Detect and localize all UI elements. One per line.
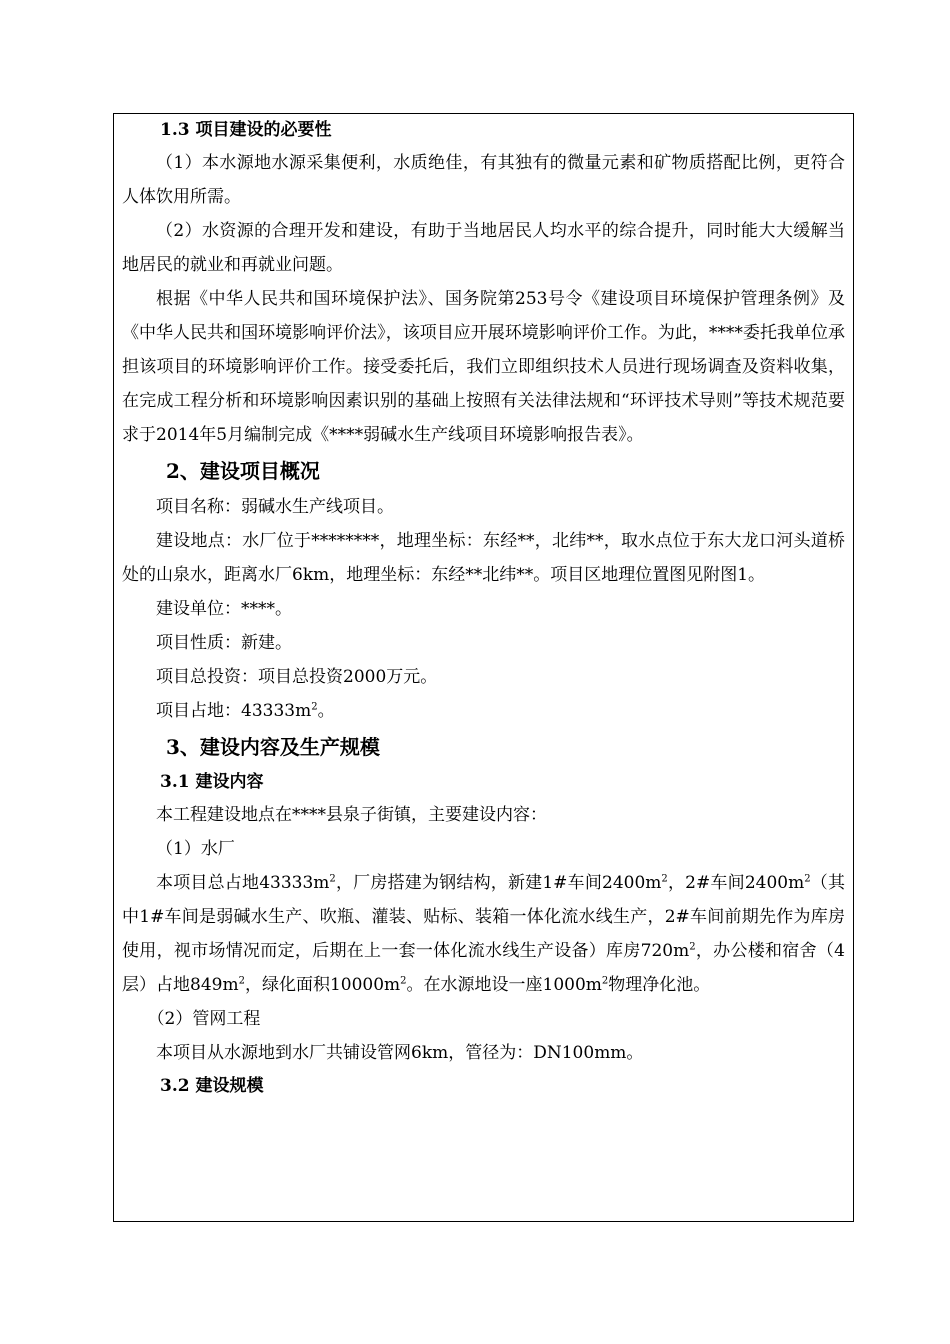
- heading-project-overview: 2、建设项目概况: [166, 459, 320, 483]
- wp-sup-7: 2: [601, 975, 609, 987]
- document-content: [122, 114, 845, 1102]
- wp-t1: 本项目总占地43333m: [156, 873, 330, 893]
- project-investment: 项目总投资：项目总投资2000万元。: [156, 667, 438, 687]
- project-location: 建设地点：水厂位于********，地理坐标：东经**，北纬**，取水点位于东大龙口河头道桥处的山泉水，距离水厂6km，地理坐标：东经**北纬**。项目区地理位置图见附图1。: [122, 531, 845, 585]
- report-table-cell: [113, 113, 854, 1222]
- wp-t4: （其中1#车间是弱碱水生产、吹瓶、灌装、贴标、装箱一体化流水线生产，2#车间前期先作为库房使用，视市场情况而定，后期在上一套一体化流水线生产设备）库房720m: [122, 873, 846, 961]
- wp-t5: ，办公楼和宿舍（4层）占地849m: [122, 941, 845, 995]
- necessity-para-3: 根据《中华人民共和国环境保护法》、国务院第253号令《建设项目环境保护管理条例》及《中华人民共和国环境影响评价法》，该项目应开展环境影响评价工作。为此，****委托我单位承担该项目的环境影响评价工作。接受委托后，我们立即组织技术人员进行现场调查及资料收集，在完成工程分析和环境影响因素识别的基础上按照有关法律法规和“环评技术导则”等技术规范要求于2014年5月编制完成《****弱碱水生产线项目环境影响报告表》。: [122, 289, 845, 445]
- wp-sup-3: 2: [804, 873, 811, 885]
- wp-sup-6: 2: [400, 975, 407, 987]
- wp-t7: 。在水源地设一座1000m: [406, 975, 602, 995]
- necessity-para-2: （2）水资源的合理开发和建设，有助于当地居民人均水平的综合提升，同时能大大缓解当地居民的就业和再就业问题。: [122, 221, 845, 275]
- wp-sup-2: 2: [661, 873, 668, 885]
- wp-t6: ，绿化面积10000m: [244, 975, 401, 995]
- heading-construction-scale: 3、建设内容及生产规模: [166, 735, 380, 759]
- water-plant-text: [122, 866, 845, 1002]
- wp-sup-4: 2: [689, 941, 696, 953]
- project-unit: 建设单位：****。: [156, 599, 292, 619]
- heading-construction-content: 3.1 建设内容: [160, 772, 264, 792]
- project-area: [122, 694, 845, 728]
- wp-sup-1: 2: [329, 873, 336, 885]
- pipe-network-label: （2）管网工程: [147, 1009, 261, 1029]
- wp-t2: ，厂房搭建为钢结构，新建1#车间2400m: [335, 873, 662, 893]
- water-plant-label: （1）水厂: [156, 839, 235, 859]
- wp-t3: ，2#车间2400m: [667, 873, 805, 893]
- construction-intro: 本工程建设地点在****县泉子街镇，主要建设内容：: [156, 805, 547, 825]
- heading-necessity: 1.3 项目建设的必要性: [160, 120, 332, 140]
- necessity-para-1: （1）本水源地水源采集便利，水质绝佳，有其独有的微量元素和矿物质搭配比例，更符合人体饮用所需。: [122, 153, 845, 207]
- area-sup: 2: [311, 701, 318, 713]
- wp-sup-5: 2: [238, 975, 245, 987]
- project-name: 项目名称：弱碱水生产线项目。: [156, 497, 394, 517]
- pipe-network-text: 本项目从水源地到水厂共铺设管网6km，管径为：DN100mm。: [156, 1043, 644, 1063]
- heading-construction-scale-sub: 3.2 建设规模: [160, 1076, 264, 1096]
- wp-t8: 物理净化池。: [608, 975, 711, 995]
- area-suffix: 。: [317, 701, 335, 721]
- project-nature: 项目性质：新建。: [156, 633, 292, 653]
- area-text: 项目占地：43333m: [156, 701, 312, 721]
